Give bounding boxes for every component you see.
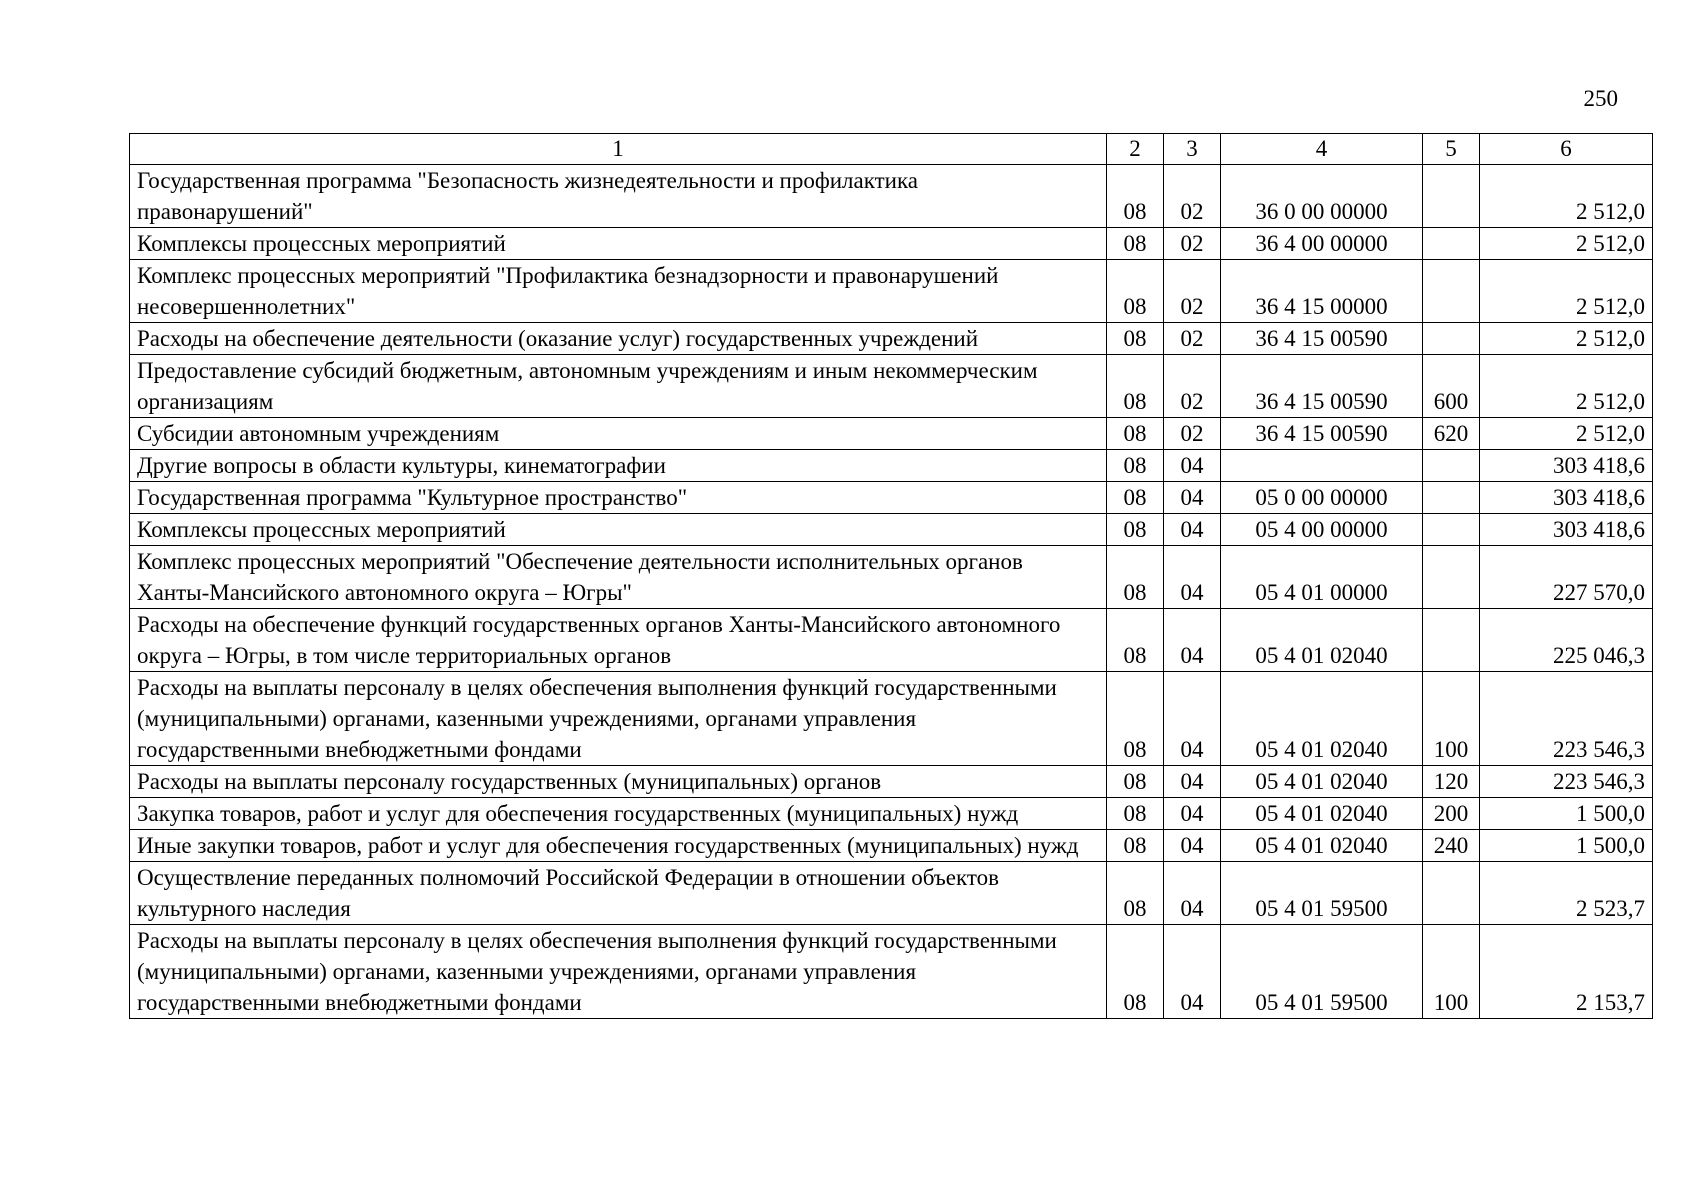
amount-cell: 223 546,3	[1480, 766, 1653, 798]
section-code-cell: 08	[1107, 228, 1164, 260]
amount-cell: 225 046,3	[1480, 609, 1653, 672]
page-number: 250	[1583, 86, 1618, 111]
section-code-cell: 08	[1107, 862, 1164, 925]
target-article-code-cell: 36 0 00 00000	[1221, 165, 1423, 228]
table-row	[130, 323, 1653, 355]
expense-type-code-cell	[1423, 450, 1480, 482]
table-row	[130, 514, 1653, 546]
subsection-code-cell: 04	[1164, 862, 1221, 925]
target-article-code-cell: 05 4 01 02040	[1221, 830, 1423, 862]
header-col-4: 4	[1221, 134, 1423, 165]
column-number-header-row	[130, 134, 1653, 165]
section-code-cell: 08	[1107, 766, 1164, 798]
expense-type-code-cell: 200	[1423, 798, 1480, 830]
table-row	[130, 546, 1653, 609]
amount-cell: 227 570,0	[1480, 546, 1653, 609]
target-article-code-cell: 05 4 01 02040	[1221, 766, 1423, 798]
section-code-cell: 08	[1107, 165, 1164, 228]
expense-type-code-cell	[1423, 609, 1480, 672]
subsection-code-cell: 02	[1164, 260, 1221, 323]
expense-name-cell: Осуществление переданных полномочий Российской Федерации в отношении объектов культурного наследия	[130, 862, 1107, 925]
expense-type-code-cell: 240	[1423, 830, 1480, 862]
expense-name-cell: Расходы на выплаты персоналу в целях обеспечения выполнения функций государственными (муниципальными) органами, казенными учреждениями, органами управления государственными внебюджетными фондами	[130, 672, 1107, 766]
expense-name-cell: Расходы на выплаты персоналу в целях обеспечения выполнения функций государственными (муниципальными) органами, казенными учреждениями, органами управления государственными внебюджетными фондами	[130, 925, 1107, 1019]
section-code-cell: 08	[1107, 609, 1164, 672]
table-row	[130, 260, 1653, 323]
expense-type-code-cell: 100	[1423, 925, 1480, 1019]
table-row	[130, 418, 1653, 450]
subsection-code-cell: 04	[1164, 798, 1221, 830]
table-row	[130, 450, 1653, 482]
amount-cell: 2 153,7	[1480, 925, 1653, 1019]
target-article-code-cell: 36 4 00 00000	[1221, 228, 1423, 260]
target-article-code-cell: 05 4 01 00000	[1221, 546, 1423, 609]
table-row	[130, 609, 1653, 672]
budget-table-body	[130, 134, 1653, 1019]
target-article-code-cell: 36 4 15 00590	[1221, 323, 1423, 355]
table-row	[130, 862, 1653, 925]
amount-cell: 2 512,0	[1480, 323, 1653, 355]
amount-cell: 2 512,0	[1480, 418, 1653, 450]
section-code-cell: 08	[1107, 672, 1164, 766]
expense-type-code-cell	[1423, 482, 1480, 514]
amount-cell: 2 512,0	[1480, 228, 1653, 260]
table-row	[130, 355, 1653, 418]
target-article-code-cell: 05 4 01 02040	[1221, 609, 1423, 672]
amount-cell: 303 418,6	[1480, 514, 1653, 546]
header-col-2: 2	[1107, 134, 1164, 165]
amount-cell: 2 512,0	[1480, 260, 1653, 323]
target-article-code-cell: 05 4 01 59500	[1221, 862, 1423, 925]
expense-name-cell: Другие вопросы в области культуры, кинематографии	[130, 450, 1107, 482]
expense-name-cell: Комплекс процессных мероприятий "Обеспечение деятельности исполнительных органов Ханты-Мансийского автономного округа – Югры"	[130, 546, 1107, 609]
amount-cell: 2 523,7	[1480, 862, 1653, 925]
target-article-code-cell: 05 0 00 00000	[1221, 482, 1423, 514]
subsection-code-cell: 02	[1164, 165, 1221, 228]
target-article-code-cell: 05 4 00 00000	[1221, 514, 1423, 546]
expense-name-cell: Закупка товаров, работ и услуг для обеспечения государственных (муниципальных) нужд	[130, 798, 1107, 830]
subsection-code-cell: 04	[1164, 546, 1221, 609]
target-article-code-cell	[1221, 450, 1423, 482]
table-row	[130, 482, 1653, 514]
header-col-1: 1	[130, 134, 1107, 165]
amount-cell: 2 512,0	[1480, 355, 1653, 418]
expense-type-code-cell	[1423, 165, 1480, 228]
expense-name-cell: Комплекс процессных мероприятий "Профилактика безнадзорности и правонарушений несовершеннолетних"	[130, 260, 1107, 323]
table-row	[130, 830, 1653, 862]
subsection-code-cell: 04	[1164, 514, 1221, 546]
target-article-code-cell: 05 4 01 02040	[1221, 672, 1423, 766]
section-code-cell: 08	[1107, 546, 1164, 609]
expense-name-cell: Комплексы процессных мероприятий	[130, 514, 1107, 546]
expense-type-code-cell: 620	[1423, 418, 1480, 450]
expense-name-cell: Государственная программа "Культурное пространство"	[130, 482, 1107, 514]
subsection-code-cell: 04	[1164, 450, 1221, 482]
expense-name-cell: Расходы на обеспечение деятельности (оказание услуг) государственных учреждений	[130, 323, 1107, 355]
section-code-cell: 08	[1107, 482, 1164, 514]
expense-type-code-cell	[1423, 514, 1480, 546]
budget-table	[129, 133, 1653, 1019]
subsection-code-cell: 02	[1164, 418, 1221, 450]
expense-type-code-cell	[1423, 228, 1480, 260]
table-row	[130, 766, 1653, 798]
amount-cell: 303 418,6	[1480, 482, 1653, 514]
expense-name-cell: Государственная программа "Безопасность жизнедеятельности и профилактика правонарушений"	[130, 165, 1107, 228]
header-col-6: 6	[1480, 134, 1653, 165]
expense-name-cell: Субсидии автономным учреждениям	[130, 418, 1107, 450]
amount-cell: 223 546,3	[1480, 672, 1653, 766]
subsection-code-cell: 04	[1164, 672, 1221, 766]
section-code-cell: 08	[1107, 418, 1164, 450]
subsection-code-cell: 04	[1164, 925, 1221, 1019]
expense-name-cell: Иные закупки товаров, работ и услуг для обеспечения государственных (муниципальных) нужд	[130, 830, 1107, 862]
expense-name-cell: Комплексы процессных мероприятий	[130, 228, 1107, 260]
expense-type-code-cell	[1423, 862, 1480, 925]
amount-cell: 2 512,0	[1480, 165, 1653, 228]
expense-type-code-cell: 100	[1423, 672, 1480, 766]
subsection-code-cell: 04	[1164, 482, 1221, 514]
expense-name-cell: Предоставление субсидий бюджетным, автономным учреждениям и иным некоммерческим организациям	[130, 355, 1107, 418]
table-row	[130, 925, 1653, 1019]
section-code-cell: 08	[1107, 260, 1164, 323]
expense-type-code-cell	[1423, 260, 1480, 323]
table-row	[130, 165, 1653, 228]
amount-cell: 1 500,0	[1480, 830, 1653, 862]
subsection-code-cell: 02	[1164, 355, 1221, 418]
target-article-code-cell: 05 4 01 02040	[1221, 798, 1423, 830]
subsection-code-cell: 04	[1164, 830, 1221, 862]
amount-cell: 303 418,6	[1480, 450, 1653, 482]
table-row	[130, 798, 1653, 830]
section-code-cell: 08	[1107, 323, 1164, 355]
expense-name-cell: Расходы на выплаты персоналу государственных (муниципальных) органов	[130, 766, 1107, 798]
expense-type-code-cell	[1423, 323, 1480, 355]
target-article-code-cell: 36 4 15 00000	[1221, 260, 1423, 323]
table-row	[130, 672, 1653, 766]
subsection-code-cell: 04	[1164, 609, 1221, 672]
expense-type-code-cell	[1423, 546, 1480, 609]
expense-name-cell: Расходы на обеспечение функций государственных органов Ханты-Мансийского автономного округа – Югры, в том числе территориальных органов	[130, 609, 1107, 672]
header-col-3: 3	[1164, 134, 1221, 165]
section-code-cell: 08	[1107, 514, 1164, 546]
section-code-cell: 08	[1107, 830, 1164, 862]
section-code-cell: 08	[1107, 798, 1164, 830]
table-row	[130, 228, 1653, 260]
header-col-5: 5	[1423, 134, 1480, 165]
target-article-code-cell: 36 4 15 00590	[1221, 355, 1423, 418]
expense-type-code-cell: 120	[1423, 766, 1480, 798]
section-code-cell: 08	[1107, 355, 1164, 418]
subsection-code-cell: 04	[1164, 766, 1221, 798]
target-article-code-cell: 36 4 15 00590	[1221, 418, 1423, 450]
subsection-code-cell: 02	[1164, 228, 1221, 260]
target-article-code-cell: 05 4 01 59500	[1221, 925, 1423, 1019]
expense-type-code-cell: 600	[1423, 355, 1480, 418]
section-code-cell: 08	[1107, 450, 1164, 482]
section-code-cell: 08	[1107, 925, 1164, 1019]
subsection-code-cell: 02	[1164, 323, 1221, 355]
amount-cell: 1 500,0	[1480, 798, 1653, 830]
